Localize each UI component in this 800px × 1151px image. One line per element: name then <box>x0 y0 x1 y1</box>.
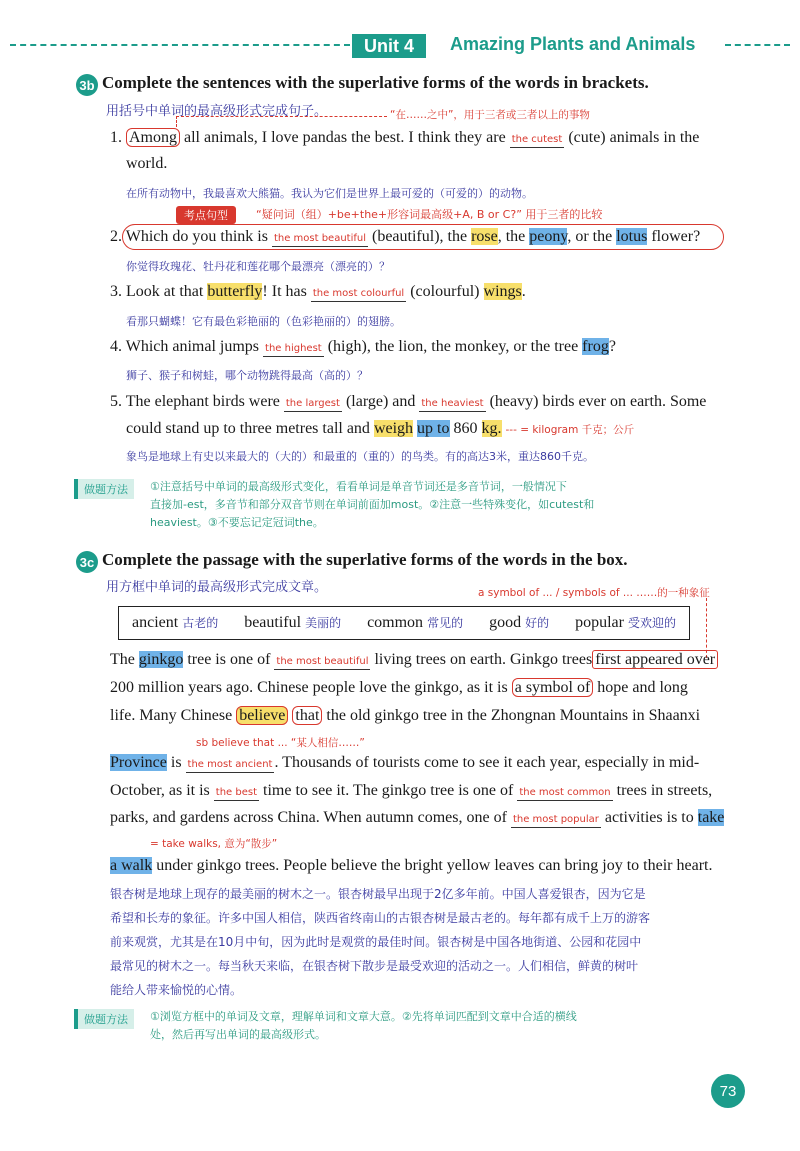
tip-label-3c: 做题方法 <box>74 1009 134 1029</box>
sentence-text: ? <box>608 338 616 355</box>
sentence-text: Which do you think is <box>125 228 272 245</box>
item-5-cont <box>126 419 634 440</box>
answer-blank: the most colourful <box>311 287 406 302</box>
note-symbol: a symbol of ... / symbols of ... ……的一种象征 <box>478 587 710 599</box>
item-4 <box>110 337 616 357</box>
highlight-word: wings <box>483 283 522 300</box>
translation-line: 最常见的树木之一。每当秋天来临，在银杏树下散步是最受欢迎的活动之一。人们相信，鲜黄的树叶 <box>110 959 639 973</box>
highlight-word: take <box>697 809 725 826</box>
tip-line: 处，然后再写出单词的最高级形式。 <box>150 1028 326 1041</box>
highlight-word: up to <box>417 420 450 437</box>
header-rule <box>10 44 350 46</box>
passage-translation <box>110 882 650 1002</box>
item-2-translation: 你觉得玫瑰花、牡丹花和莲花哪个最漂亮（漂亮的）？ <box>126 260 390 273</box>
item-1-translation: 在所有动物中，我最喜欢大熊猫。我认为它们是世界上最可爱的（可爱的）的动物。 <box>126 187 533 200</box>
item-1-cont: world. <box>126 155 168 172</box>
item-5-translation: 象鸟是地球上有史以来最大的（大的）和最重的（重的）的鸟类。有的高达3米，重达860千克。 <box>126 450 594 463</box>
sentence-text: 860 <box>449 420 482 437</box>
sentence-text: (colourful) <box>406 283 484 300</box>
tip-line: heaviest。③不要忘记定冠词the。 <box>150 516 324 529</box>
answer-blank: the highest <box>263 342 324 357</box>
answer-blank: the most beautiful <box>274 655 370 670</box>
note-walk: = take walks, 意为“散步” <box>150 838 278 850</box>
answer-blank: the heaviest <box>419 397 485 412</box>
item-3-translation: 看那只蝴蝶！它有最色彩艳丽的（色彩艳丽的）的翅膀。 <box>126 315 401 328</box>
note-symbol-connector <box>706 598 707 658</box>
note-among: “在……之中”，用于三者或三者以上的事物 <box>390 109 590 121</box>
word-box-item: good 好的 <box>489 614 550 631</box>
sentence-text: flower? <box>647 228 701 245</box>
key-pattern-tag: 考点句型 <box>176 206 236 224</box>
sentence-text: Look at that <box>126 283 208 300</box>
section-3b-badge: 3b <box>76 74 98 96</box>
tip-line: ①浏览方框中的单词及文章，理解单词和文章大意。②先将单词匹配到文章中合适的横线 <box>150 1010 577 1023</box>
note-believe: sb believe that ... “某人相信……” <box>196 737 365 749</box>
item-number: 3. <box>110 283 122 300</box>
key-pattern-note: “疑问词（组）+be+the+形容词最高级+A, B or C?” 用于三者的比较 <box>256 208 603 221</box>
sentence-text: , the <box>497 228 530 245</box>
keyword-among: Among <box>126 128 180 147</box>
translation-line: 能给人带来愉悦的心情。 <box>110 983 243 997</box>
tip-text-3b <box>150 478 740 532</box>
unit-title: Amazing Plants and Animals <box>450 34 696 54</box>
translation-line: 银杏树是地球上现存的最美丽的树木之一。银杏树最早出现于2亿多年前。中国人喜爱银杏，因为它是 <box>110 887 646 901</box>
passage-line-4: Province is the most ancient . Thousands of tourists come to see it each year, especially in mid- <box>110 754 700 771</box>
highlight-word: butterfly <box>207 283 263 300</box>
highlight-word: kg. <box>481 420 502 437</box>
highlight-word: a walk <box>110 857 153 874</box>
highlight-word: lotus <box>616 228 648 245</box>
word-box-item: beautiful 美丽的 <box>244 614 342 631</box>
keyword-that: that <box>292 706 322 725</box>
word-box-item: common 常见的 <box>367 614 464 631</box>
sentence-text: (cute) animals in the <box>564 129 700 146</box>
highlight-word: weigh <box>373 420 414 437</box>
page-number: 73 <box>711 1074 745 1108</box>
answer-blank: the most beautiful <box>272 232 368 247</box>
sentence-text: Which animal jumps <box>125 338 264 355</box>
item-4-translation: 狮子、猴子和树蛙，哪个动物跳得最高（高的）？ <box>126 369 368 382</box>
sentence-text: , or the <box>567 228 617 245</box>
keyword-symbol: a symbol of <box>512 678 594 697</box>
sentence-text: . <box>521 283 526 300</box>
item-number: 5. <box>110 393 122 410</box>
item-2 <box>110 227 700 247</box>
section-3c-badge: 3c <box>76 551 98 573</box>
answer-blank: the most common <box>517 786 612 801</box>
passage-line-1: The ginkgo tree is one of the most beautiful living trees on earth. Ginkgo trees first appeared over <box>110 650 718 670</box>
keyword-first: first appeared over <box>592 650 718 669</box>
sentence-text: (beautiful), the <box>368 228 472 245</box>
note-kilogram: --- = kilogram 千克；公斤 <box>505 424 635 436</box>
tip-line: 直接加-est，多音节和部分双音节则在单词前面加most。②注意一些特殊变化，如cutest和 <box>150 498 595 511</box>
header-rule-right <box>725 44 790 46</box>
answer-blank: the most ancient <box>186 758 275 773</box>
highlight-word: frog <box>582 338 609 355</box>
sentence-text: The elephant birds were <box>125 393 284 410</box>
section-3b-subtitle: 用括号中单词的最高级形式完成句子。 <box>106 104 328 119</box>
translation-line: 希望和长寿的象征。许多中国人相信，陕西省终南山的古银杏树是最古老的。每年都有成千上万的游客 <box>110 911 651 925</box>
passage-line-6: parks, and gardens across China. When autumn comes, one of the most popular activities is to take <box>110 809 725 826</box>
passage-line-2: 200 million years ago. Chinese people love the ginkgo, as it is a symbol of hope and long <box>110 679 688 696</box>
word-box-item: ancient 古老的 <box>131 614 219 631</box>
section-3b-title: Complete the sentences with the superlative forms of the words in brackets. <box>102 73 649 92</box>
sentence-text: could stand up to three metres tall and <box>126 420 374 437</box>
item-number: 4. <box>110 338 122 355</box>
answer-blank: the best <box>214 786 259 801</box>
item-3 <box>110 282 526 302</box>
keyword-believe: believe <box>236 706 288 725</box>
word-box-item: popular 受欢迎的 <box>575 614 676 631</box>
highlight-word: Province <box>110 754 167 771</box>
answer-blank: the largest <box>284 397 342 412</box>
tip-label-3b: 做题方法 <box>74 479 134 499</box>
sentence-text: (heavy) birds ever on earth. Some <box>485 393 707 410</box>
answer-blank: the cutest <box>510 133 565 148</box>
highlight-word: peony <box>529 228 568 245</box>
sentence-text: (large) and <box>341 393 420 410</box>
section-3c-subtitle: 用方框中单词的最高级形式完成文章。 <box>106 580 328 595</box>
sentence-text: ! It has <box>262 283 311 300</box>
tip-text-3c <box>150 1008 740 1044</box>
item-number: 2. <box>110 228 122 245</box>
item-number: 1. <box>110 129 122 146</box>
highlight-word: rose <box>471 228 498 245</box>
sentence-text: all animals, I love pandas the best. I think they are <box>180 129 510 146</box>
sentence-text: (high), the lion, the monkey, or the tree <box>323 338 583 355</box>
note-among-connector <box>176 116 387 127</box>
item-1 <box>110 128 699 148</box>
passage-line-5: October, as it is the best time to see it. The ginkgo tree is one of the most common trees in streets, <box>110 782 713 799</box>
passage-line-3: life. Many Chinese believe that the old ginkgo tree in the Zhongnan Mountains in Shaanxi <box>110 707 701 724</box>
tip-line: ①注意括号中单词的最高级形式变化，看看单词是单音节词还是多音节词，一般情况下 <box>150 480 567 493</box>
item-5 <box>110 392 706 412</box>
section-3c-title: Complete the passage with the superlative forms of the words in the box. <box>102 550 628 569</box>
translation-line: 前来观赏，尤其是在10月中旬，因为此时是观赏的最佳时间。银杏树是中国各地街道、公园和花园中 <box>110 935 642 949</box>
answer-blank: the most popular <box>511 813 601 828</box>
word-box <box>118 606 690 640</box>
unit-label: Unit 4 <box>352 34 426 58</box>
passage-line-7: a walk under ginkgo trees. People believe the bright yellow leaves can bring joy to their heart. <box>110 857 713 874</box>
highlight-word: ginkgo <box>138 651 184 668</box>
